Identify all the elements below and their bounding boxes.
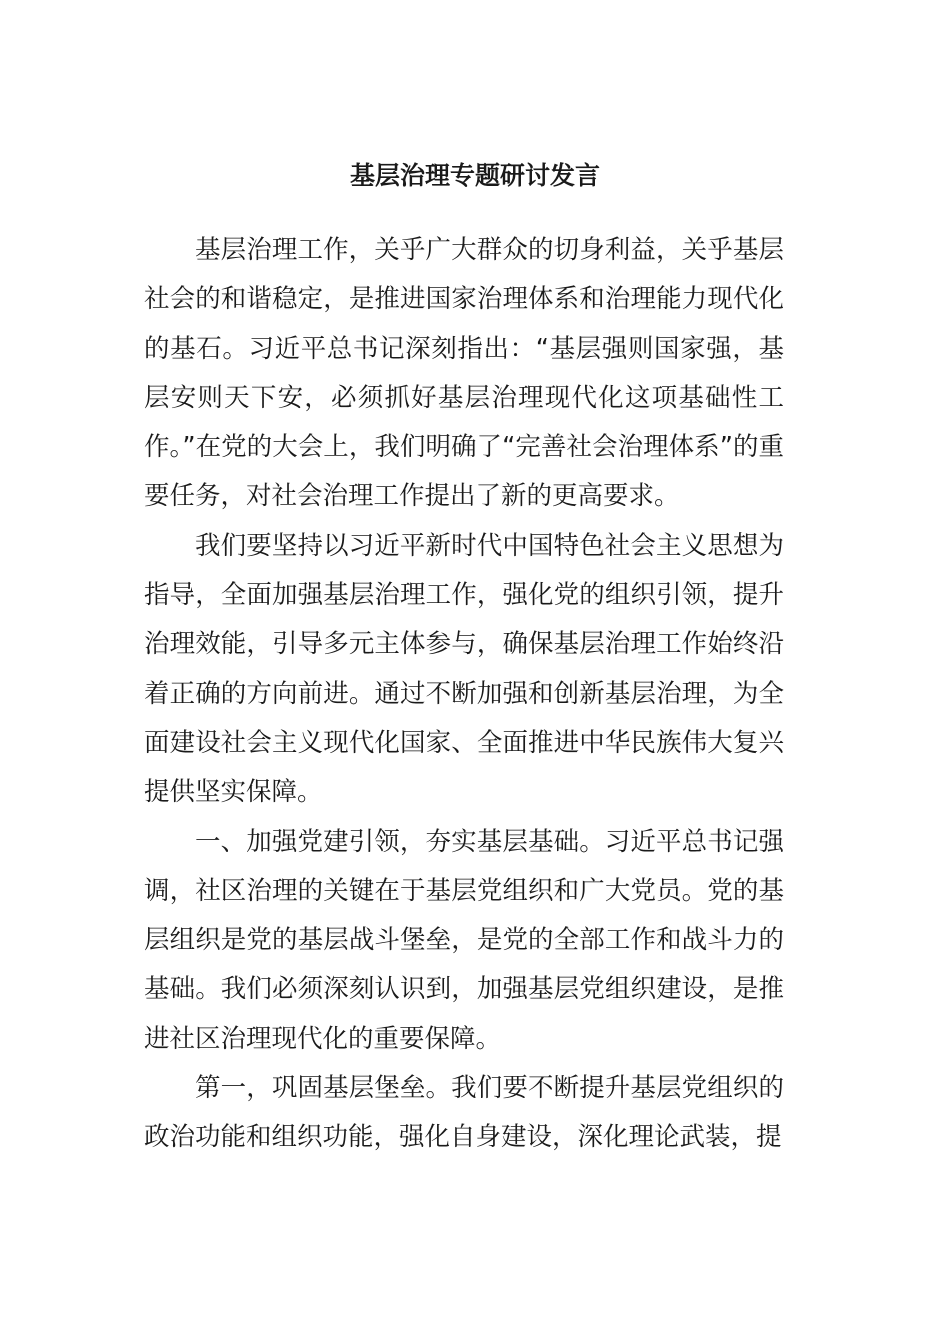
paragraph-first-point: 第一，巩固基层堡垒。我们要不断提升基层党组织的政治功能和组织功能，强化自身建设，深化理论武装，提 — [144, 1073, 784, 1153]
document-body — [144, 226, 784, 1163]
document-title: 基层治理专题研讨发言 — [349, 161, 600, 190]
paragraph-section-one: 一、加强党建引领，夯实基层基础。习近平总书记强调，社区治理的关键在于基层党组织和广大党员。党的基层组织是党的基层战斗堡垒，是党的全部工作和战斗力的基础。我们必须深刻认识到，加强基层党组织建设，是推进社区治理现代化的重要保障。 — [144, 826, 784, 1054]
paragraph-intro: 基层治理工作，关乎广大群众的切身利益，关乎基层社会的和谐稳定，是推进国家治理体系和治理能力现代化的基石。习近平总书记深刻指出：“基层强则国家强，基层安则天下安，必须抓好基层治理现代化这项基础性工作。”在党的大会上，我们明确了“完善社会治理体系”的重要任务，对社会治理工作提出了新的更高要求。 — [144, 235, 784, 512]
paragraph-guidance: 我们要坚持以习近平新时代中国特色社会主义思想为指导，全面加强基层治理工作，强化党的组织引领，提升治理效能，引导多元主体参与，确保基层治理工作始终沿着正确的方向前进。通过不断加强和创新基层治理，为全面建设社会主义现代化国家、全面推进中华民族伟大复兴提供坚实保障。 — [144, 530, 784, 808]
